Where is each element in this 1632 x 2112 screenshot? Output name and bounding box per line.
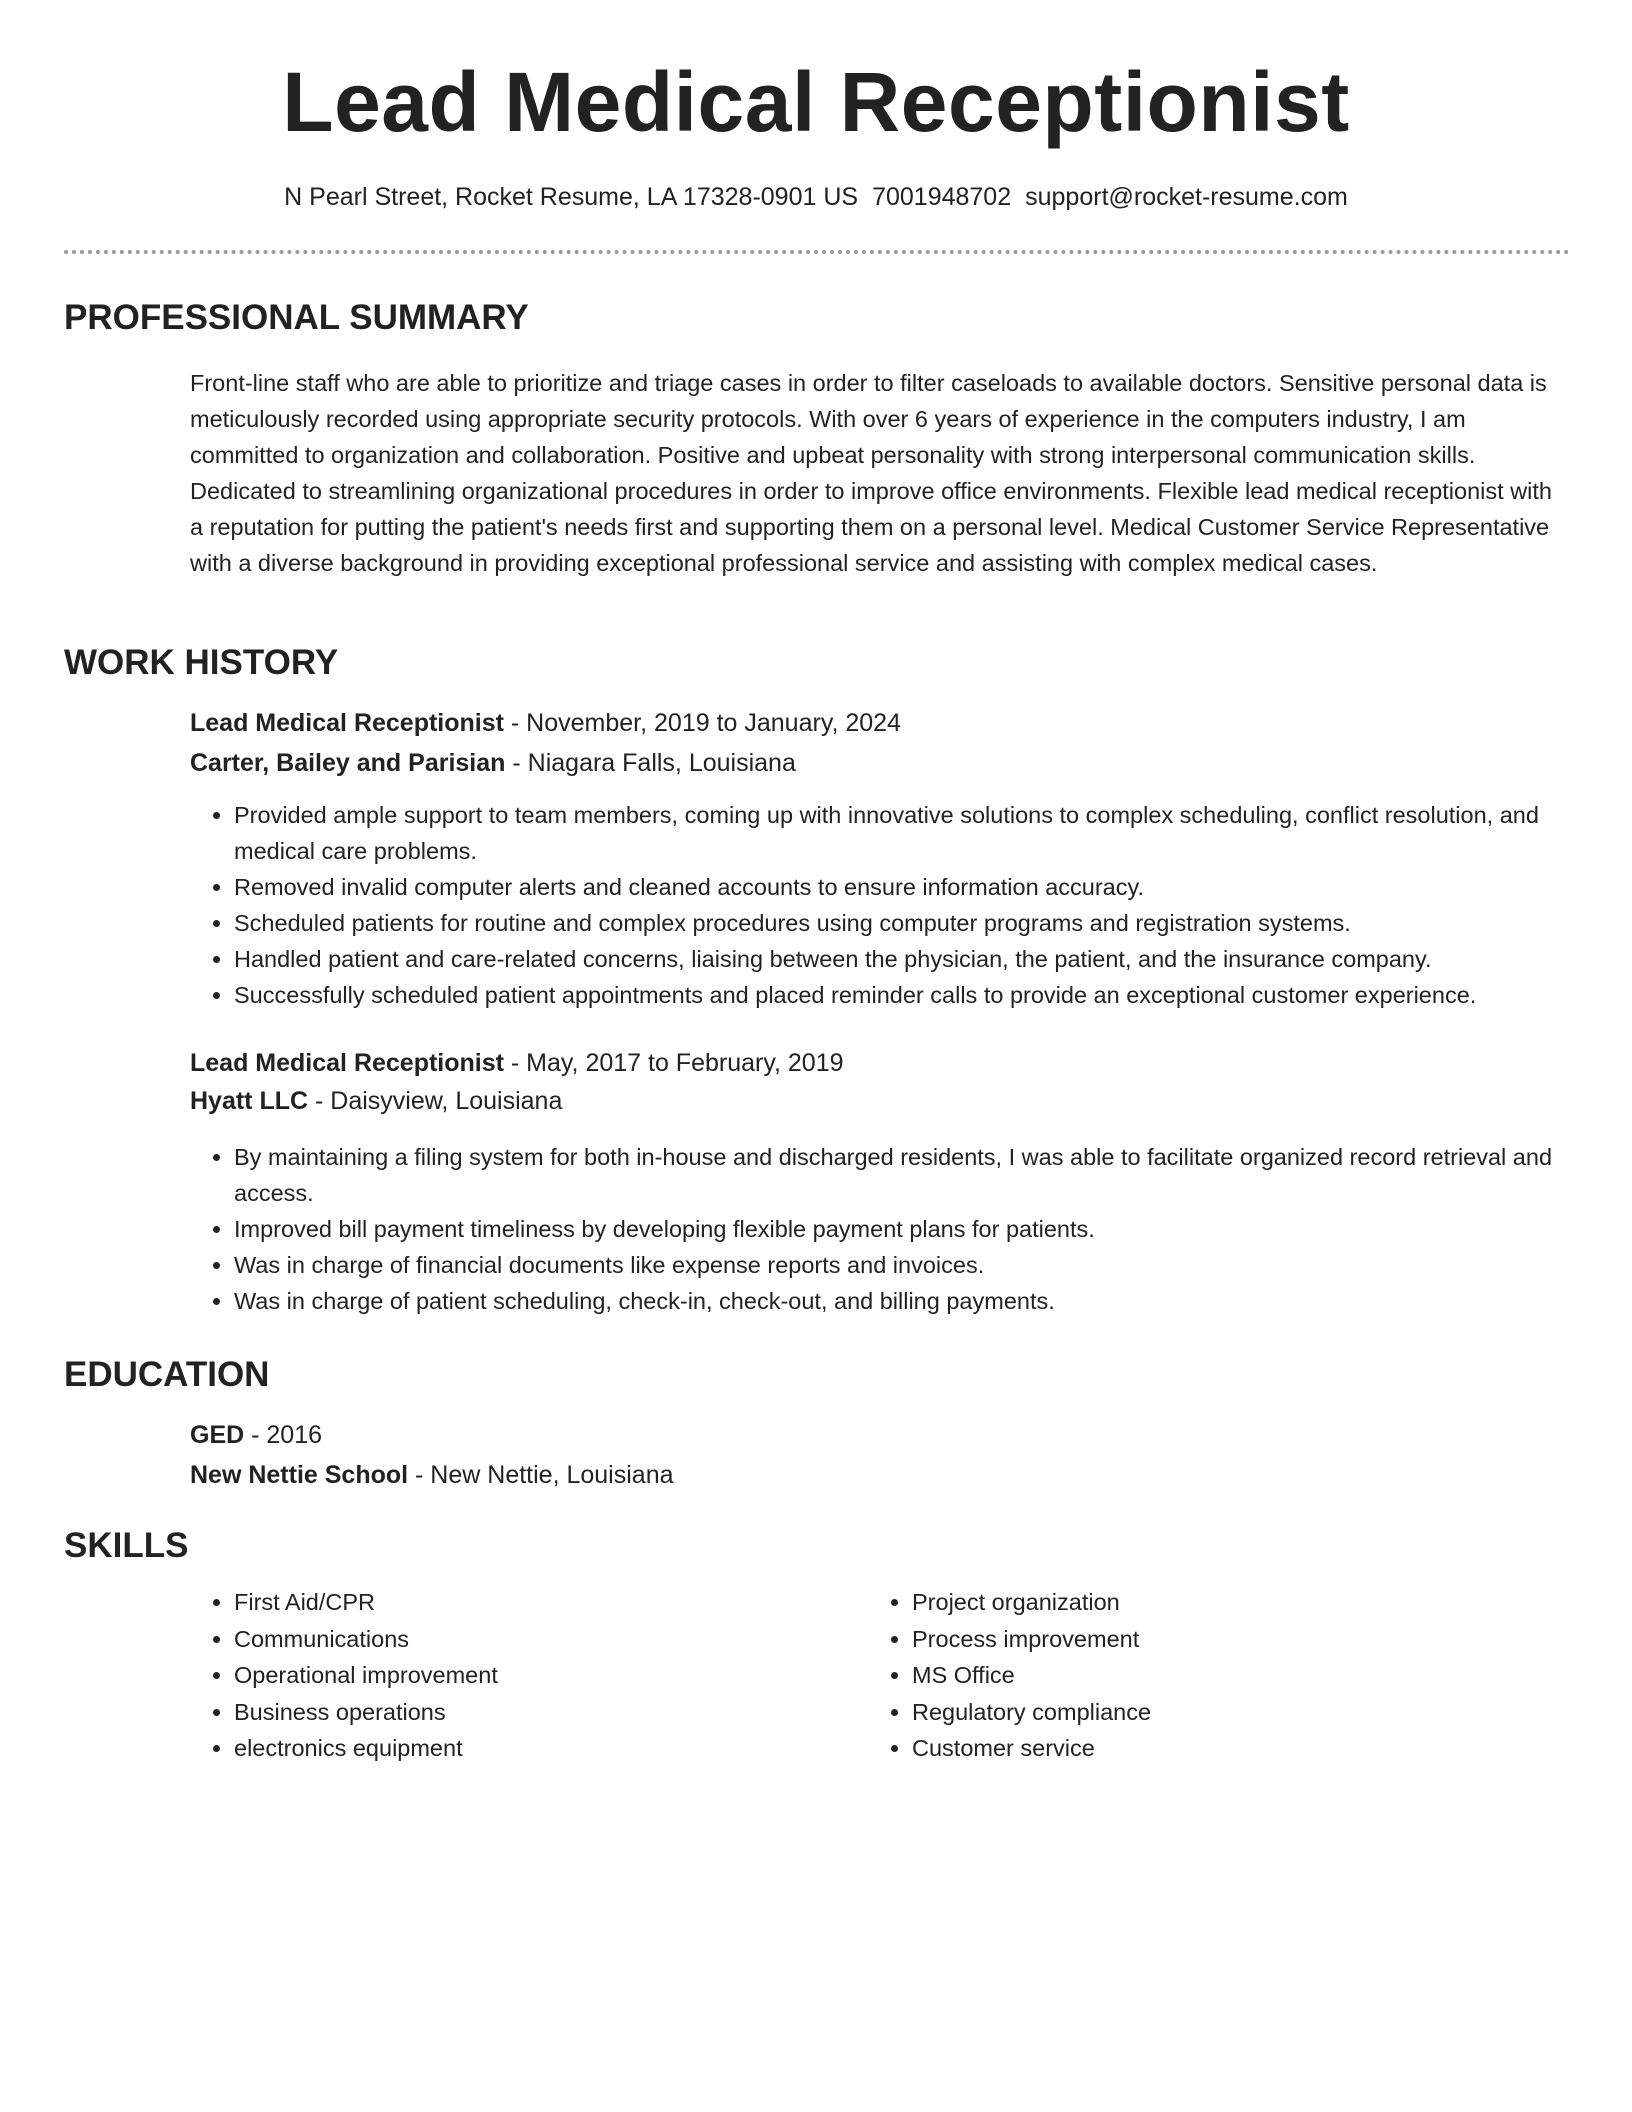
education-year: - 2016 bbox=[244, 1421, 323, 1449]
list-item: • By maintaining a filing system for both in-house and discharged residents, I was able to facilitate organized record retrieval and access. bbox=[234, 1139, 1624, 1211]
list-item: • Was in charge of financial documents like expense reports and invoices. bbox=[234, 1247, 1624, 1283]
summary-text: Front-line staff who are able to prioritize and triage cases in order to filter caseloads to available doctors. Sensitive personal data is meticulously recorded using appropriate security protocols. With over 6 years of experience in the computers industry, I am committed to organization and collaboration. Positive and upbeat personality with strong interpersonal communication skills. Dedicated to streamlining organizational procedures in order to improve office environments. Flexible lead medical receptionist with a reputation for putting the patient's needs first and supporting them on a personal level. Medical Customer Service Representative with a diverse background in providing exceptional professional service and assisting with complex medical cases. bbox=[190, 370, 1552, 576]
job-1-role: Lead Medical Receptionist bbox=[190, 709, 504, 737]
list-item: • electronics equipment bbox=[234, 1730, 834, 1767]
job-2-title-line bbox=[190, 1045, 844, 1081]
contact-email: support@rocket-resume.com bbox=[1025, 183, 1348, 211]
section-title-skills: SKILLS bbox=[64, 1526, 189, 1565]
education-location: - New Nettie, Louisiana bbox=[408, 1461, 674, 1489]
education-degree: GED bbox=[190, 1421, 245, 1449]
list-item: • Project organization bbox=[912, 1584, 1512, 1621]
list-item: • Removed invalid computer alerts and cleaned accounts to ensure information accuracy. bbox=[234, 869, 1624, 905]
list-item: • Process improvement bbox=[912, 1621, 1512, 1658]
list-item: • Handled patient and care-related concerns, liaising between the physician, the patient, and the insurance company. bbox=[234, 941, 1624, 977]
job-2-location: - Daisyview, Louisiana bbox=[308, 1087, 563, 1115]
job-1-title-line bbox=[190, 705, 901, 741]
skills-list-left bbox=[190, 1584, 834, 1767]
list-item: • Operational improvement bbox=[234, 1657, 834, 1694]
list-item: • Regulatory compliance bbox=[912, 1694, 1512, 1731]
resume-name-title: Lead Medical Receptionist bbox=[282, 55, 1350, 149]
section-title-education: EDUCATION bbox=[64, 1355, 270, 1394]
list-item: • Provided ample support to team members, coming up with innovative solutions to complex scheduling, conflict resolution, and medical care problems. bbox=[234, 797, 1624, 869]
contact-address: N Pearl Street, Rocket Resume, LA 17328-0901 US bbox=[284, 183, 859, 211]
job-2-bullet-list bbox=[190, 1139, 1624, 1319]
job-1-company: Carter, Bailey and Parisian bbox=[190, 749, 506, 777]
list-item: • Successfully scheduled patient appointments and placed reminder calls to provide an exceptional customer experience. bbox=[234, 977, 1624, 1013]
list-item: • Improved bill payment timeliness by developing flexible payment plans for patients. bbox=[234, 1211, 1624, 1247]
job-2-dates: - May, 2017 to February, 2019 bbox=[503, 1049, 844, 1077]
header-divider bbox=[64, 250, 1570, 254]
contact-line bbox=[0, 181, 1632, 213]
list-item: • Business operations bbox=[234, 1694, 834, 1731]
education-degree-line bbox=[190, 1417, 322, 1453]
education-school: New Nettie School bbox=[190, 1461, 409, 1489]
job-1-bullet-list bbox=[190, 797, 1624, 1013]
skills-list-right bbox=[868, 1584, 1512, 1767]
education-school-line bbox=[190, 1457, 674, 1493]
list-item: • MS Office bbox=[912, 1657, 1512, 1694]
job-2-company-line bbox=[190, 1083, 562, 1119]
job-1-location: - Niagara Falls, Louisiana bbox=[505, 749, 796, 777]
list-item: • Customer service bbox=[912, 1730, 1512, 1767]
list-item: • Was in charge of patient scheduling, check-in, check-out, and billing payments. bbox=[234, 1283, 1624, 1319]
list-item: • Scheduled patients for routine and complex procedures using computer programs and registration systems. bbox=[234, 905, 1624, 941]
job-1-company-line bbox=[190, 745, 796, 781]
list-item: • First Aid/CPR bbox=[234, 1584, 834, 1621]
job-2-company: Hyatt LLC bbox=[190, 1087, 309, 1115]
section-title-work-history: WORK HISTORY bbox=[64, 643, 339, 682]
job-2-role: Lead Medical Receptionist bbox=[190, 1049, 504, 1077]
section-title-summary: PROFESSIONAL SUMMARY bbox=[64, 298, 529, 337]
contact-phone: 7001948702 bbox=[872, 183, 1012, 211]
list-item: • Communications bbox=[234, 1621, 834, 1658]
job-1-dates: - November, 2019 to January, 2024 bbox=[503, 709, 901, 737]
